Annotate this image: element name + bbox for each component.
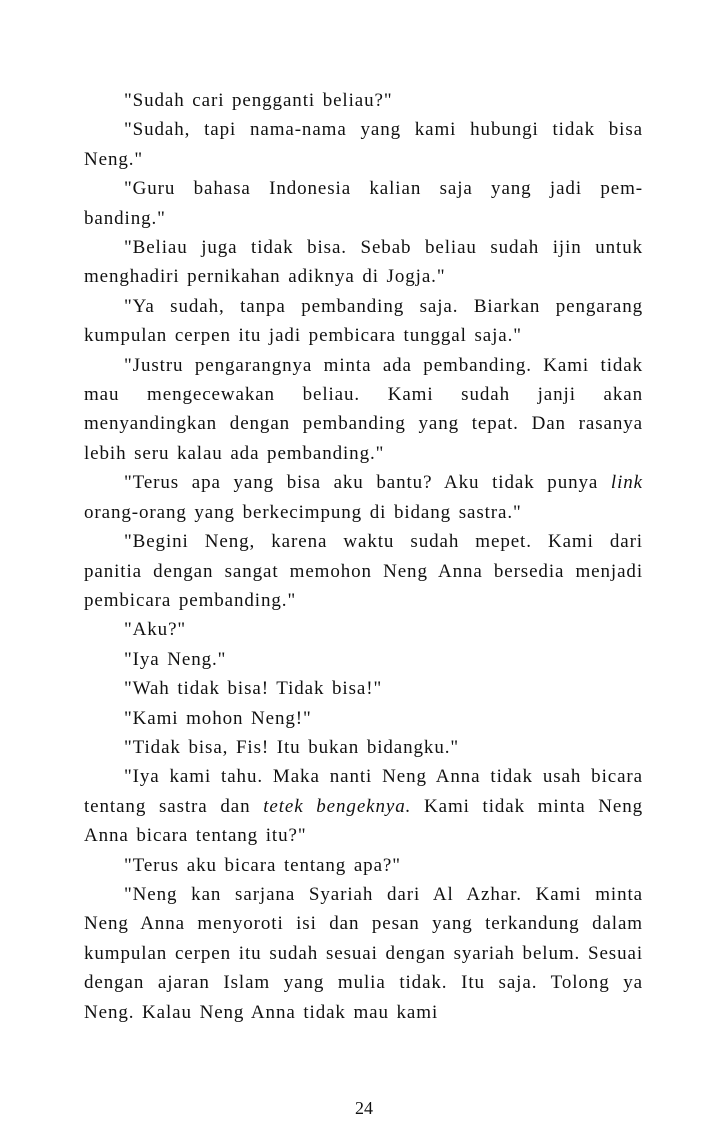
paragraph: "Begini Neng, karena waktu sudah mepet. Kami dari panitia dengan sangat memohon Neng Anna bersedia menjadi pembicara pembanding." (84, 531, 643, 611)
paragraph (84, 468, 643, 527)
paragraph: "Ya sudah, tanpa pembanding saja. Biarkan pengarang kumpulan cerpen itu jadi pembicara tunggal saja." (84, 295, 643, 347)
paragraph-text: orang-orang yang berkecimpung di bidang sastra." (84, 501, 522, 523)
paragraph-text: "Terus apa yang bisa aku bantu? Aku tidak punya (124, 472, 611, 494)
paragraph: "Aku?" (124, 619, 187, 641)
paragraph: "Sudah, tapi nama-nama yang kami hubungi tidak bisa Neng." (84, 119, 643, 170)
italic-phrase: tetek bengeknya. (263, 795, 412, 817)
italic-word: link (610, 472, 643, 494)
paragraph-text: "Iya kami tahu. Maka nanti Neng Anna tidak usah bicara tentang sastra dan (84, 766, 643, 817)
paragraph-text: Kami tidak minta Neng Anna bicara tentang itu?" (84, 795, 644, 847)
paragraph: "Neng kan sarjana Syariah dari Al Azhar. Kami minta Neng Anna menyoroti isi dan pesan yang terkandung dalam kumpulan cerpen itu sudah sesuai dengan syariah belum. Sesuai dengan ajaran Islam yang mulia tidak. Itu saja. Tolong ya Neng. Kalau Neng Anna tidak mau kami (84, 883, 643, 1023)
paragraph: "Wah tidak bisa! Tidak bisa!" (124, 678, 383, 700)
paragraph: "Guru bahasa Indonesia kalian saja yang jadi pem-banding." (84, 178, 643, 229)
paragraph: "Iya Neng." (124, 648, 227, 670)
paragraph: "Sudah cari pengganti beliau?" (124, 90, 393, 111)
book-page-body (84, 86, 643, 1027)
paragraph: "Terus aku bicara tentang apa?" (124, 854, 401, 876)
page-number: 24 (355, 1098, 373, 1118)
paragraph: "Beliau juga tidak bisa. Sebab beliau sudah ijin untuk menghadiri pernikahan adiknya di Jogja." (84, 237, 643, 288)
paragraph (84, 762, 643, 850)
paragraph: "Justru pengarangnya minta ada pembanding. Kami tidak mau mengecewakan beliau. Kami sudah janji akan menyandingkan dengan pembanding yang tepat. Dan rasanya lebih seru kalau ada pembanding." (84, 354, 643, 464)
paragraph: "Kami mohon Neng!" (124, 707, 312, 729)
paragraph: "Tidak bisa, Fis! Itu bukan bidangku." (124, 736, 460, 758)
